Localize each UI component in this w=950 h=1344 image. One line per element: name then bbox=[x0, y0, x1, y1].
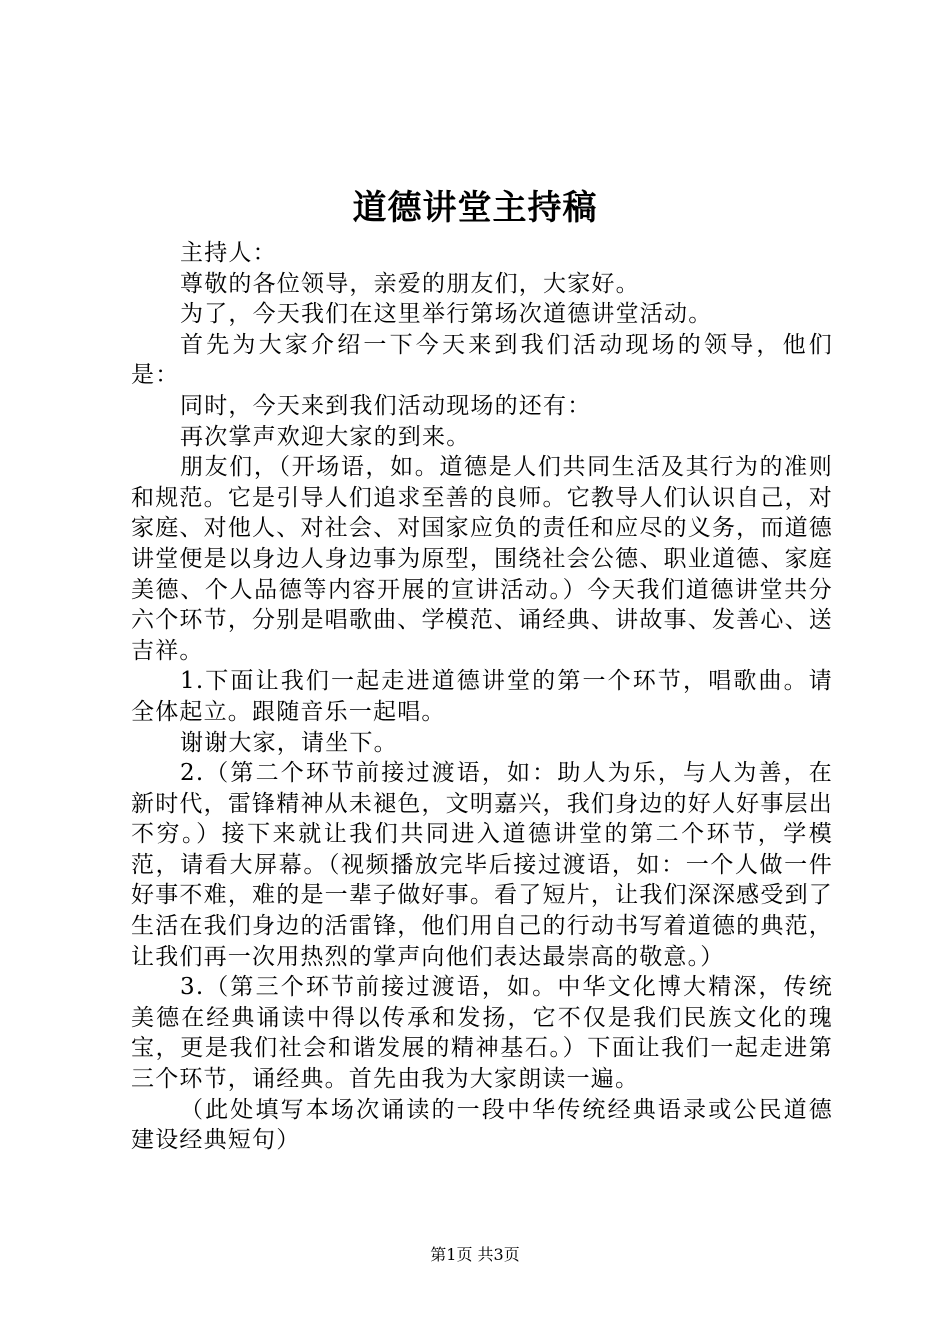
paragraph-section-3: 3.（第三个环节前接过渡语，如。中华文化博大精深，传统美德在经典诵读中得以传承和发扬，它不仅是我们民族文化的瑰宝，更是我们社会和谐发展的精神基石。）下面让我们一起走进第三个环节，诵经典。首先由我为大家朗读一遍。 bbox=[131, 974, 833, 1093]
paragraph-welcome: 再次掌声欢迎大家的到来。 bbox=[180, 423, 471, 450]
page-title: 道德讲堂主持稿 bbox=[352, 188, 598, 228]
paragraph-opening: 朋友们，（开场语，如。道德是人们共同生活及其行为的准则和规范。它是引导人们追求至善的良师。它教导人们认识自己，对家庭、对他人、对社会、对国家应负的责任和应尽的义务，而道德讲堂便是以身边人身边事为原型，围绕社会公德、职业道德、家庭美德、个人品德等内容开展的宣讲活动。）今天我们道德讲堂共分六个环节，分别是唱歌曲、学模范、诵经典、讲故事、发善心、送吉祥。 bbox=[131, 454, 833, 664]
paragraph-classic-note: （此处填写本场次诵读的一段中华传统经典语录或公民道德建设经典短句） bbox=[131, 1096, 833, 1154]
page-footer: 第1页 共3页 bbox=[430, 1245, 520, 1264]
paragraph-other-guests: 同时，今天来到我们活动现场的还有： bbox=[180, 392, 592, 419]
paragraph-section-1: 1.下面让我们一起走进道德讲堂的第一个环节，唱歌曲。请全体起立。跟随音乐一起唱。 bbox=[131, 668, 833, 725]
paragraph-greeting: 尊敬的各位领导，亲爱的朋友们，大家好。 bbox=[180, 270, 640, 297]
paragraph-section-2: 2.（第二个环节前接过渡语，如：助人为乐，与人为善，在新时代，雷锋精神从未褪色，文明嘉兴，我们身边的好人好事层出不穷。）接下来就让我们共同进入道德讲堂的第二个环节，学模范，请看大屏幕。（视频播放完毕后接过渡语，如：一个人做一件好事不难，难的是一辈子做好事。看了短片，让我们深深感受到了生活在我们身边的活雷锋，他们用自己的行动书写着道德的典范，让我们再一次用热烈的掌声向他们表达最崇高的敬意。） bbox=[131, 760, 833, 970]
paragraph-sit-down: 谢谢大家，请坐下。 bbox=[180, 729, 398, 756]
paragraph-host: 主持人： bbox=[180, 240, 277, 266]
paragraph-purpose: 为了，今天我们在这里举行第场次道德讲堂活动。 bbox=[180, 301, 713, 328]
document-body bbox=[131, 238, 833, 1156]
paragraph-introduce-leaders: 首先为大家介绍一下今天来到我们活动现场的领导，他们是： bbox=[131, 331, 833, 389]
